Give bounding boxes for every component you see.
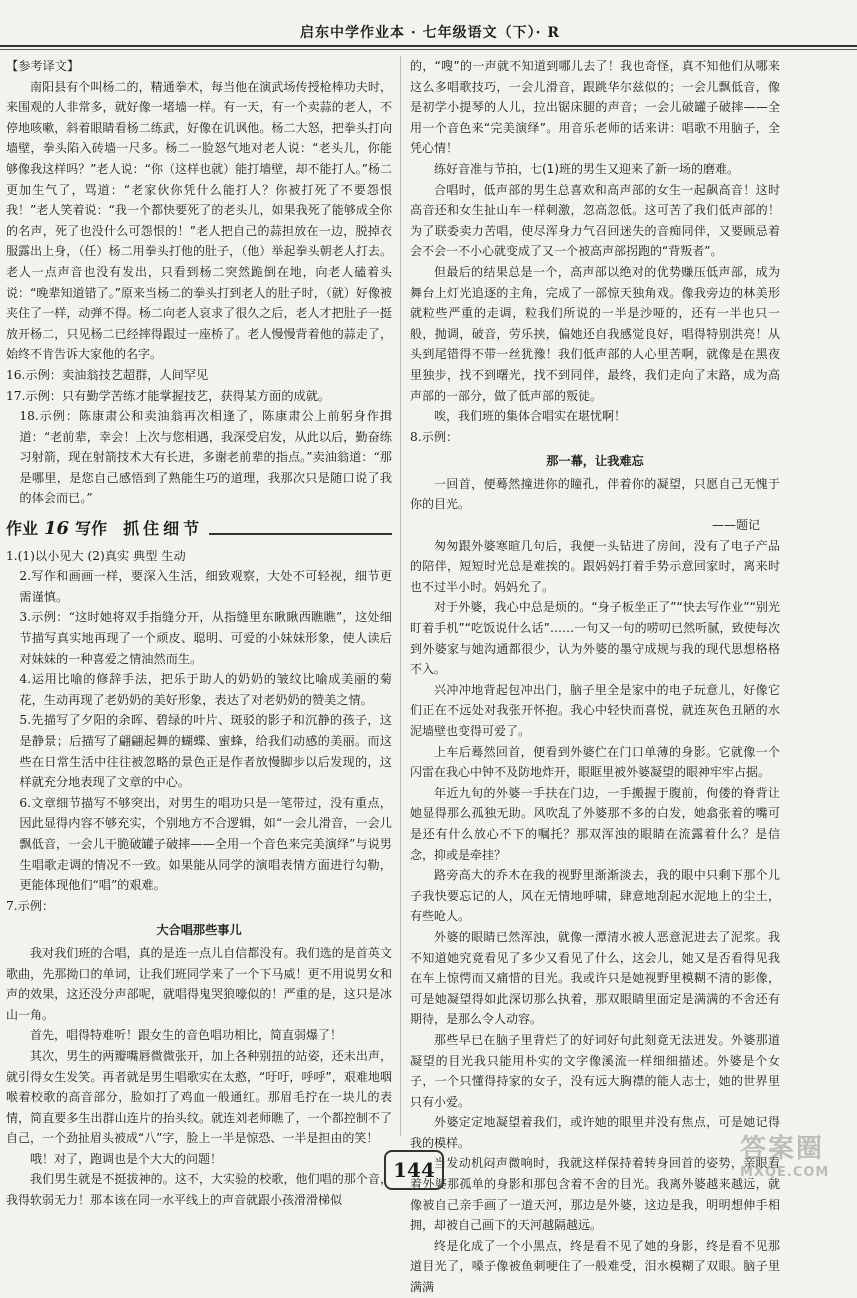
essay2-paragraph: 终是化成了一个小黑点，终是看不见了她的身影，终是看不见那道目光了，嗓子像被鱼刺哽住了一般难受，泪水模糊了双眼。脑子里满满 — [410, 1238, 780, 1295]
left-column — [6, 56, 392, 1211]
section-underline — [209, 523, 392, 535]
essay2-paragraph: 当发动机闷声微响时，我就这样保持着转身回首的姿势，亲眼看着外婆那孤单的身影和那包含着不舍的目光。我离外婆越来越远，就像被自己亲手画了一道天河，那边是外婆，这边是我，明明想伸手相拥，却被自己画下的天河越隔越远。 — [410, 1156, 780, 1233]
right-column — [410, 56, 780, 1298]
answer-item: 7.示例： — [6, 898, 55, 913]
watermark-text-top: 答案圈 — [740, 1134, 825, 1164]
watermark-text-bottom: MXQE.COM — [740, 1165, 830, 1180]
essay2-paragraph: 外婆定定地凝望着我们，或许她的眼里并没有焦点，可是她记得我的模样。 — [410, 1115, 780, 1150]
answer-18: 18.示例：陈康肃公和卖油翁再次相逢了，陈康肃公上前躬身作揖道：“老前辈，幸会！上次与您相遇，我深受启发，从此以后，勤奋练习射箭，现在射箭技术大有长进，多谢老前辈的指点。”卖油翁道：“那是哪里，是您自己感悟到了熟能生巧的道理，我那次只是随口说了我的体会而已。” — [19, 409, 392, 506]
essay-paragraph: 练好音准与节拍，七(1)班的男生又迎来了新一场的磨难。 — [434, 161, 740, 176]
answer-item: 2.写作和画画一样，要深入生活，细致观察，大处不可轻视，细节更需谨慎。 — [19, 569, 392, 604]
essay2-paragraph: 年近九旬的外婆一手扶在门边，一手搬握于腹前，佝偻的脊背让她显得那么孤独无助。风吹乱了外婆那不多的白发，她翕张着的嘴可是还有什么放心不下的嘱托？那双浑浊的眼睛在流露着什么？是信念，抑或是牵挂？ — [410, 785, 780, 862]
essay2-paragraph: 兴冲冲地背起包冲出门，脑子里全是家中的电子玩意儿，好像它们正在不远处对我张开怀抱。我心中轻快而喜悦，就连灰色丑陋的水泥墙壁也变得可爱了。 — [410, 682, 780, 738]
essay-paragraph: 哦！对了，跑调也是个大大的问题！ — [30, 1151, 223, 1166]
header-rule-thin — [0, 49, 857, 50]
essay2-title: 那一幕，让我难忘 — [546, 454, 644, 469]
section-number: 16 — [44, 518, 70, 540]
essay-title: 大合唱那些事儿 — [156, 923, 242, 938]
section-prefix: 作业 — [6, 519, 39, 539]
answer-17: 17.示例：只有勤学苦练才能掌握技艺，获得某方面的成就。 — [6, 388, 331, 403]
essay-paragraph: 首先，唱得特难听！跟女生的音色唱功相比，简直弱爆了！ — [30, 1028, 343, 1043]
answer-item: 4.运用比喻的修辞手法，把乐于助人的奶奶的皱纹比喻成美丽的菊花，生动再现了老奶奶的美好形象，表达了对老奶奶的赞美之情。 — [19, 672, 392, 707]
header-rule — [0, 45, 857, 47]
page-number: 144 — [384, 1150, 444, 1190]
essay2-epigraph: 一回首，便蓦然撞进你的瞳孔，伴着你的凝望，只愿自己无愧于你的目光。 — [410, 476, 780, 512]
answer-item: 1.(1)以小见大 (2)真实 典型 生动 — [6, 548, 186, 563]
header-title: 启东中学作业本 · 七年级语文（下）· R — [300, 25, 561, 41]
essay-paragraph: 我们男生就是不挺拔神的。这不，大实验的校歌，他们唱的那个音，我得软弱无力！那本该在同一水平线上的声音就跟小孩滑滑梯似 — [6, 1172, 392, 1208]
essay-paragraph: 我对我们班的合唱，真的是连一点儿自信都没有。我们选的是首英文歌曲，先那拗口的单词，让我们班同学来了一个下马威！更不用说男女和声的效果，这还没分声部呢，就唱得鬼哭狼嚎似的！严重的是，这只是冰山一角。 — [6, 945, 392, 1022]
section-kind: 写作 — [75, 519, 108, 539]
essay2-paragraph: 匆匆跟外婆寒暄几句后，我便一头钻进了房间，没有了电子产品的陪伴，短短时光总是难挨的。跟妈妈打着手势示意回家时，离来时也不过半小时。妈妈允了。 — [410, 538, 780, 594]
essay-paragraph: 唉，我们班的集体合唱实在堪忧啊！ — [434, 409, 627, 424]
answer-item: 3.示例：“这时她将双手指缝分开，从指缝里东瞅瞅西瞧瞧”，这处细节描写真实地再现了一个顽皮、聪明、可爱的小妹妹形象，使人读后对妹妹的一种喜爱之情油然而生。 — [19, 610, 392, 666]
essay-paragraph: 其次，男生的两瓣嘴唇微微张开，加上各种别扭的站姿，还未出声，就引得女生发笑。再者就是男生唱歌实在太憨，“吁吁，呼呼”，艰难地咽喉着校歌的高音部分，脸如打了鸡血一般通红。那眉毛拧在一块儿的表情，简直要多生出群山连片的抬头纹。就连刘老师瞧了，一个都控制不了自己，一个劲扯眉头被成“八”字，脸上一半是惊恐、一半是担由的笑！ — [6, 1048, 392, 1146]
translation-paragraph: 南阳县有个叫杨二的，精通拳术，每当他在演武场传授枪棒功夫时，来围观的人非常多，就好像一堵墙一样。有一天，有一个卖蒜的老人，不停地咳嗽，斜着眼睛看杨二练武，好像在讥讽他。杨二大怒，把拳头打向墙壁，拳头陷入砖墙一尺多。杨二一脸怒气地对老人说：“老头儿，你能够像我这样吗？”老人说：“你（这样也就）能打墙壁，却不能打人。”杨二更加生气了，骂道：“老家伙你凭什么能打人？你被打死了不要怨恨我！”老人笑着说：“我一个都快要死了的老头儿，如果我死了能够成全你的名声，死了也没什么可怨恨的！”老人把自己的蒜担放在一边，脱掉衣服露出上身，（任）杨二用拳头打他的肚子，（他）举起拳头朝老人打去。老人一点声音也没有发出，只看到杨二突然跪倒在地，向老人磕着头说：“晚辈知道错了。”原来当杨二的拳头打到老人的肚子时，（就）好像被夹住了一样，动弹不得。杨二向老人哀求了很久之后，老人才把肚子一挺放开杨二，只见杨二已经摔得跟过一座桥了。老人慢慢背着他的蒜走了，始终不肯告诉大家他的名字。 — [6, 79, 392, 362]
essay-paragraph: 但最后的结果总是一个，高声部以绝对的优势赚压低声部，成为舞台上灯光追逐的主角，完成了一部惊天独角戏。像我旁边的林美形就粒些严重的走调，粒我们所说的一半是沙哑的，还有一半也只一般，抛调，破音，劳乐挟，偏她还自我感觉良好，唱得特别洪亮！从头到尾错得不带一丝犹豫！我们低声部的人心里苦啊，就像是在黑夜里独步，找不到曙光，找不到同伴，最终，我们走向了末路，成为高声部的一部分，做了低声部的叛徒。 — [410, 264, 780, 403]
column-divider — [400, 56, 401, 1136]
essay2-paragraph: 上车后蓦然回首，便看到外婆伫在门口单薄的身影。它就像一个闪雷在我心中钟不及防地炸开，眼眶里被外婆凝望的眼神牢牢占据。 — [410, 744, 780, 780]
section-topic: 抓住细节 — [123, 519, 204, 539]
essay2-paragraph: 外婆的眼睛已然浑浊，就像一潭清水被人恶意泥进去了泥浆。我不知道她究竟看见了多少又看见了什么，这会儿，她又是否看得见我在车上惊愕而又痛惜的目光。我或许只是她视野里模糊不清的影像，可是她凝望得如此深切那么执着，那双眼睛里面定是满满的不舍还有期待，是那么令人动容。 — [410, 929, 780, 1027]
essay2-paragraph: 那些早已在脑子里背烂了的好词好句此刻竟无法迸发。外婆那道凝望的目光我只能用朴实的文字像溪流一样细细描述。外婆是个女子，一个只懂得持家的女子，没有远大胸襟的能人志士，她的世界里只有小爱。 — [410, 1032, 780, 1109]
essay-paragraph: 合唱时，低声部的男生总喜欢和高声部的女生一起飙高音！这时高音还和女生扯山车一样刺激，忽高忽低。这可苦了我们低声部的！为了联委卖力苦唱，使尽浑身力气召回迷失的音痴同伴，又要顾忌着会不会一不小心就变成了又一个被高声部拐跑的“背叛者”。 — [410, 182, 780, 259]
answer-16: 16.示例：卖油翁技艺超群，人间罕见 — [6, 367, 209, 382]
section-heading — [6, 519, 392, 540]
essay-paragraph: 的，“嗖”的一声就不知道到哪儿去了！我也奇怪，真不知他们从哪来这么多唱歌技巧，一会儿滑音，跟跳华尔兹似的；一会儿飘低音，像是初学小提琴的人儿，拉出锯床腿的声音；一会儿破罐子破摔——全用一个音色来“完美演绎”。用音乐老师的话来讲：唱歌不用脑子，全凭心情！ — [410, 59, 780, 156]
essay2-paragraph: 路旁高大的乔木在我的视野里渐渐淡去，我的眼中只剩下那个儿子我快要忘记的人，风在无情地呼啸，肆意地刮起水泥地上的尘土，有些呛人。 — [410, 868, 780, 924]
answer-item: 5.先描写了夕阳的余晖、碧绿的叶片、斑驳的影子和沉静的孩子，这是静景；后描写了翩翩起舞的蝴蝶、蜜蜂，给我们动感的美丽。而这些在日常生活中往往被忽略的景色正是作者放慢脚步以后发现的，这样就充分地表现了文章的中心。 — [19, 713, 392, 790]
watermark-logo — [740, 1128, 850, 1188]
answer-8: 8.示例： — [410, 429, 459, 444]
essay2-paragraph: 对于外婆，我心中总是烦的。“身子板坐正了”“快去写作业”“别光盯着手机”“吃饭说什么话”……一句又一句的唠叨已然听腻，致使每次到外婆家与她沟通都很少，认为外婆的墨守成规与我的现代思想格格不入。 — [410, 600, 780, 677]
reference-translation-label: 【参考译文】 — [6, 59, 80, 73]
page-header — [0, 0, 857, 42]
essay2-epigraph-credit: ——题记 — [711, 518, 760, 533]
answer-item: 6.文章细节描写不够突出，对男生的唱功只是一笔带过，没有重点，因此显得内容不够充实，个别地方不合逻辑，如“一会儿滑音，一会儿飘低音，一会儿干脆破罐子破摔——全用一个音色来完美演绎”与说男生唱歌走调的情况不一致。如果能从同学的演唱表情方面进行勾勒，更能体现他们“唱”的艰难。 — [19, 795, 392, 893]
